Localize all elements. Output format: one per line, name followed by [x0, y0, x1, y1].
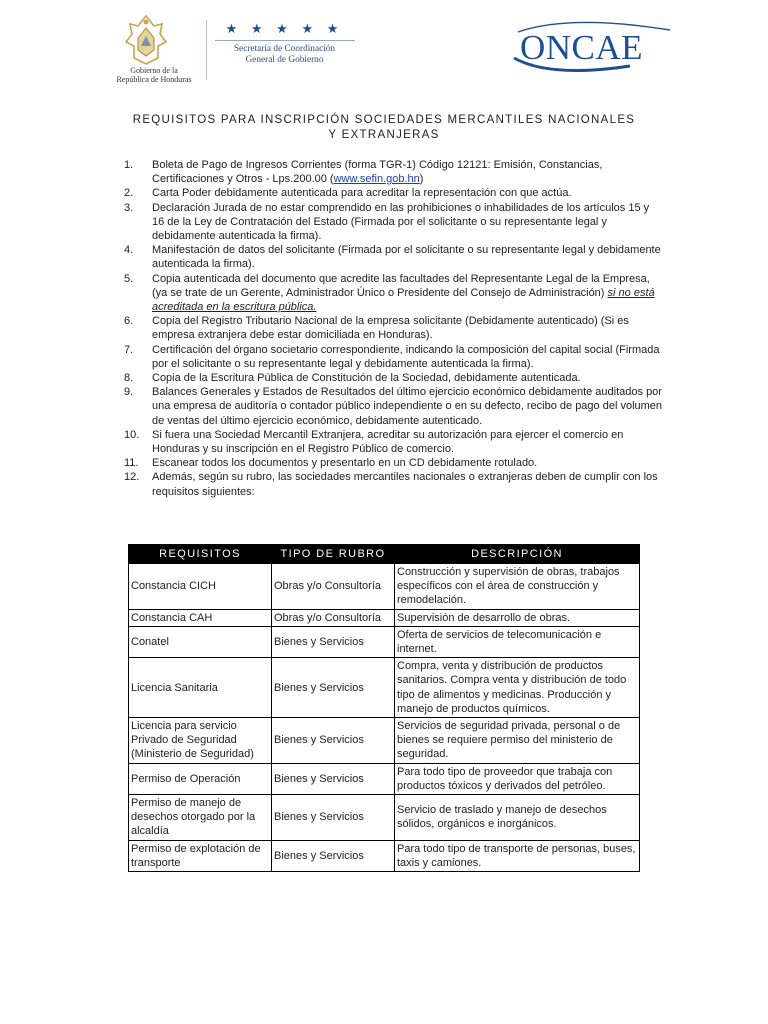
list-item-number: 4.	[124, 244, 134, 257]
list-item-text: Además, según su rubro, las sociedades mercantiles nacionales o extranjeras deben de cumplir con los requisitos siguientes:	[152, 471, 658, 498]
table-row	[129, 564, 640, 610]
cell-tipo-de-rubro: Bienes y Servicios	[272, 795, 395, 841]
list-item-text: Manifestación de datos del solicitante (Firmada por el solicitante o su representante legal y debidamente autenticada la firma).	[152, 244, 661, 271]
table-header-row	[129, 545, 640, 564]
cell-requisito: Licencia para servicio Privado de Seguridad (Ministerio de Seguridad)	[129, 718, 272, 764]
cell-descripcion: Compra, venta y distribución de productos sanitarios. Compra venta y distribución de todo tipo de alimentos y medicinas. Producción y manejo de productos químicos.	[395, 658, 640, 718]
list-item	[124, 186, 664, 200]
requirements-table	[128, 544, 640, 872]
header-tipo-de-rubro: TIPO DE RUBRO	[272, 545, 395, 564]
cell-tipo-de-rubro: Bienes y Servicios	[272, 763, 395, 794]
cell-tipo-de-rubro: Bienes y Servicios	[272, 718, 395, 764]
cell-tipo-de-rubro: Obras y/o Consultoría	[272, 609, 395, 626]
cell-requisito: Licencia Sanitaria	[129, 658, 272, 718]
list-item-text: Copia de la Escritura Pública de Constitución de la Sociedad, debidamente autenticada.	[152, 372, 581, 385]
table-row	[129, 840, 640, 871]
secretaria-line-1: Secretaría de Coordinación	[233, 44, 336, 54]
cell-descripcion: Para todo tipo de proveedor que trabaja con productos tóxicos y derivados del petróleo.	[395, 763, 640, 794]
list-item-number: 9.	[124, 386, 134, 399]
list-item-text: Copia del Registro Tributario Nacional de la empresa solicitante (Debidamente autenticado) (Si es empresa extranjera debe estar domiciliada en Honduras).	[152, 315, 629, 342]
oncae-wordmark: ONCAE	[520, 28, 644, 67]
header-requisitos: REQUISITOS	[129, 545, 272, 564]
stars-icon: ★ ★ ★ ★ ★	[225, 21, 344, 36]
cell-tipo-de-rubro: Bienes y Servicios	[272, 658, 395, 718]
table-row	[129, 718, 640, 764]
list-item-number: 12.	[124, 471, 140, 484]
list-item-number: 8.	[124, 372, 134, 385]
list-item-text: Escanear todos los documentos y presentarlo en un CD debidamente rotulado.	[152, 457, 538, 470]
list-item-number: 7.	[124, 343, 134, 356]
list-item-text: Carta Poder debidamente autenticada para acreditar la representación con que actúa.	[152, 187, 572, 200]
list-item	[124, 385, 664, 428]
honduras-coat-of-arms-icon	[120, 14, 172, 66]
list-item-text: Boleta de Pago de Ingresos Corrientes (forma TGR-1) Código 12121: Emisión, Constancias, Certificaciones y Otros - Lps.200.00 (	[152, 159, 603, 186]
list-item-text: Balances Generales y Estados de Resultados del último ejercicio económico debidamente auditados por una empresa de auditoría o contador público independiente o en su defecto, recibo de pago del volumen de ventas del último ejercicio económico, debidamente autenticado.	[152, 386, 663, 427]
secretaria-logo	[212, 22, 357, 72]
list-item	[124, 201, 664, 244]
list-item	[124, 243, 664, 271]
oncae-logo	[510, 16, 680, 76]
cell-requisito: Permiso de manejo de desechos otorgado por la alcaldía	[129, 795, 272, 841]
list-item-emphasis: si no está acreditada en la escritura pública.	[152, 286, 655, 314]
cell-descripcion: Servicios de seguridad privada, personal o de bienes se requiere permiso del ministerio de seguridad.	[395, 718, 640, 764]
gobierno-line-2: República de Honduras	[116, 75, 192, 84]
table-row	[129, 626, 640, 657]
table-row	[129, 658, 640, 718]
cell-descripcion: Construcción y supervisión de obras, trabajos específicos con el área de construcción y remodelación.	[395, 564, 640, 610]
gobierno-line-1: Gobierno de la	[130, 66, 178, 75]
list-item-number: 5.	[124, 272, 134, 285]
list-item	[124, 272, 664, 315]
table-row	[129, 795, 640, 841]
list-item-number: 2.	[124, 187, 134, 200]
list-item-text: Declaración Jurada de no estar comprendido en las prohibiciones o inhabilidades de los artículos 15 y 16 de la Ley de Contratación del Estado (Firmada por el solicitante o su representante legal y debidamente autenticada la firma).	[152, 201, 650, 243]
list-item-text: Si fuera una Sociedad Mercantil Extranjera, acreditar su autorización para ejercer el comercio en Honduras y su inscripción en el Registro Público de comercio.	[152, 428, 624, 456]
cell-descripcion: Para todo tipo de transporte de personas, buses, taxis y camiones.	[395, 840, 640, 871]
table-body	[129, 564, 640, 872]
cell-tipo-de-rubro: Bienes y Servicios	[272, 840, 395, 871]
list-item-number: 11.	[124, 457, 139, 470]
gobierno-logo	[98, 14, 210, 90]
list-item-text-suffix: )	[419, 173, 424, 186]
sefin-link[interactable]: www.sefin.gob.hn	[333, 173, 420, 186]
cell-requisito: Constancia CAH	[129, 609, 272, 626]
cell-requisito: Permiso de Operación	[129, 763, 272, 794]
header-descripcion: DESCRIPCIÓN	[395, 545, 640, 564]
list-item-number: 3.	[124, 201, 134, 214]
cell-descripcion: Servicio de traslado y manejo de desechos sólidos, orgánicos e inorgánicos.	[395, 795, 640, 841]
cell-descripcion: Oferta de servicios de telecomunicación e internet.	[395, 626, 640, 657]
table-row	[129, 609, 640, 626]
secretaria-line-2: General de Gobierno	[245, 55, 324, 65]
requirements-list	[124, 158, 664, 499]
cell-requisito: Permiso de explotación de transporte	[129, 840, 272, 871]
list-item	[124, 470, 664, 498]
list-item	[124, 456, 664, 470]
header-divider	[206, 20, 207, 80]
list-item	[124, 158, 664, 186]
cell-descripcion: Supervisión de desarrollo de obras.	[395, 609, 640, 626]
cell-tipo-de-rubro: Bienes y Servicios	[272, 626, 395, 657]
list-item	[124, 428, 664, 456]
list-item-number: 10.	[124, 428, 140, 441]
list-item-text: Copia autenticada del documento que acredite las facultades del Representante Legal de la Empresa, (ya se trate de un Gerente, Administrador Único o Presidente del Consejo de Administración)	[152, 272, 650, 299]
list-item-number: 6.	[124, 315, 134, 328]
secretaria-rule	[215, 40, 355, 41]
cell-requisito: Conatel	[129, 626, 272, 657]
list-item-number: 1.	[124, 159, 134, 171]
document-title: REQUISITOS PARA INSCRIPCIÓN SOCIEDADES MERCANTILES NACIONALES Y EXTRANJERAS	[132, 114, 636, 141]
list-item-text: Certificación del órgano societario correspondiente, indicando la composición del capital social (Firmada por el solicitante o su representante legal y debidamente autenticada la firma).	[152, 343, 660, 370]
list-item	[124, 343, 664, 371]
table-row	[129, 763, 640, 794]
list-item	[124, 371, 664, 385]
list-item	[124, 314, 664, 342]
cell-requisito: Constancia CICH	[129, 564, 272, 610]
cell-tipo-de-rubro: Obras y/o Consultoría	[272, 564, 395, 610]
